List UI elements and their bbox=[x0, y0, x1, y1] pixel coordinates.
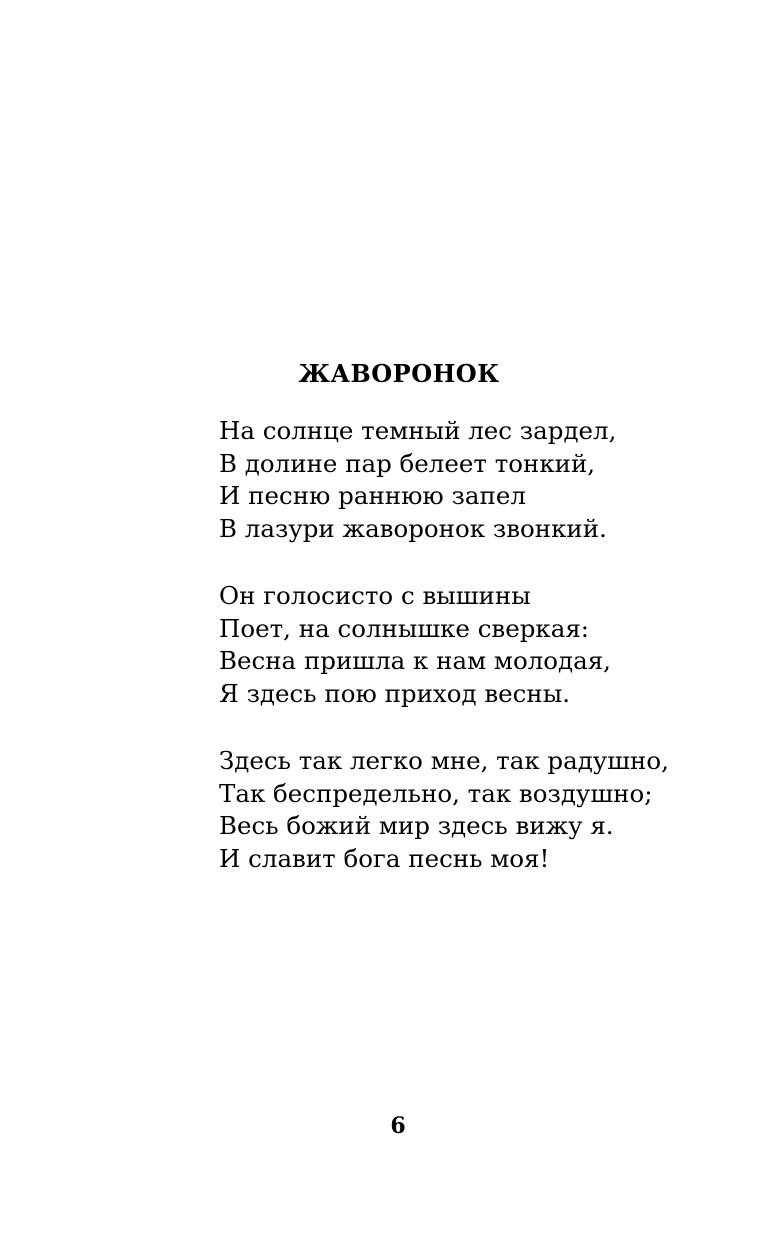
stanza-3 bbox=[219, 745, 739, 875]
poem-line: В лазури жаворонок звонкий. bbox=[219, 513, 607, 543]
poem-line: В долине пар белеет тонкий, bbox=[219, 448, 596, 478]
poem-line: Здесь так легко мне, так радушно, bbox=[219, 746, 669, 775]
poem-line: Весна пришла к нам молодая, bbox=[219, 646, 611, 675]
poem-line: На солнце темный лес зардел, bbox=[219, 416, 617, 445]
poem-line: Я здесь пою приход весны. bbox=[219, 678, 570, 708]
page-number: 6 bbox=[390, 1113, 406, 1139]
poem-line: И славит бога песнь моя! bbox=[219, 843, 550, 873]
poem-line: Он голосисто с вышины bbox=[219, 581, 531, 610]
poem-line: Весь божий мир здесь вижу я. bbox=[219, 811, 614, 840]
stanza-2 bbox=[219, 580, 739, 710]
poem-line: Так беспредельно, так воздушно; bbox=[219, 778, 653, 808]
stanza-1 bbox=[219, 415, 739, 545]
poem-line: И песню раннюю запел bbox=[219, 481, 526, 510]
poem-body bbox=[219, 415, 739, 910]
poem-line: Поет, на солнышке сверкая: bbox=[219, 613, 590, 643]
poem-title: ЖАВОРОНОК bbox=[298, 359, 500, 388]
